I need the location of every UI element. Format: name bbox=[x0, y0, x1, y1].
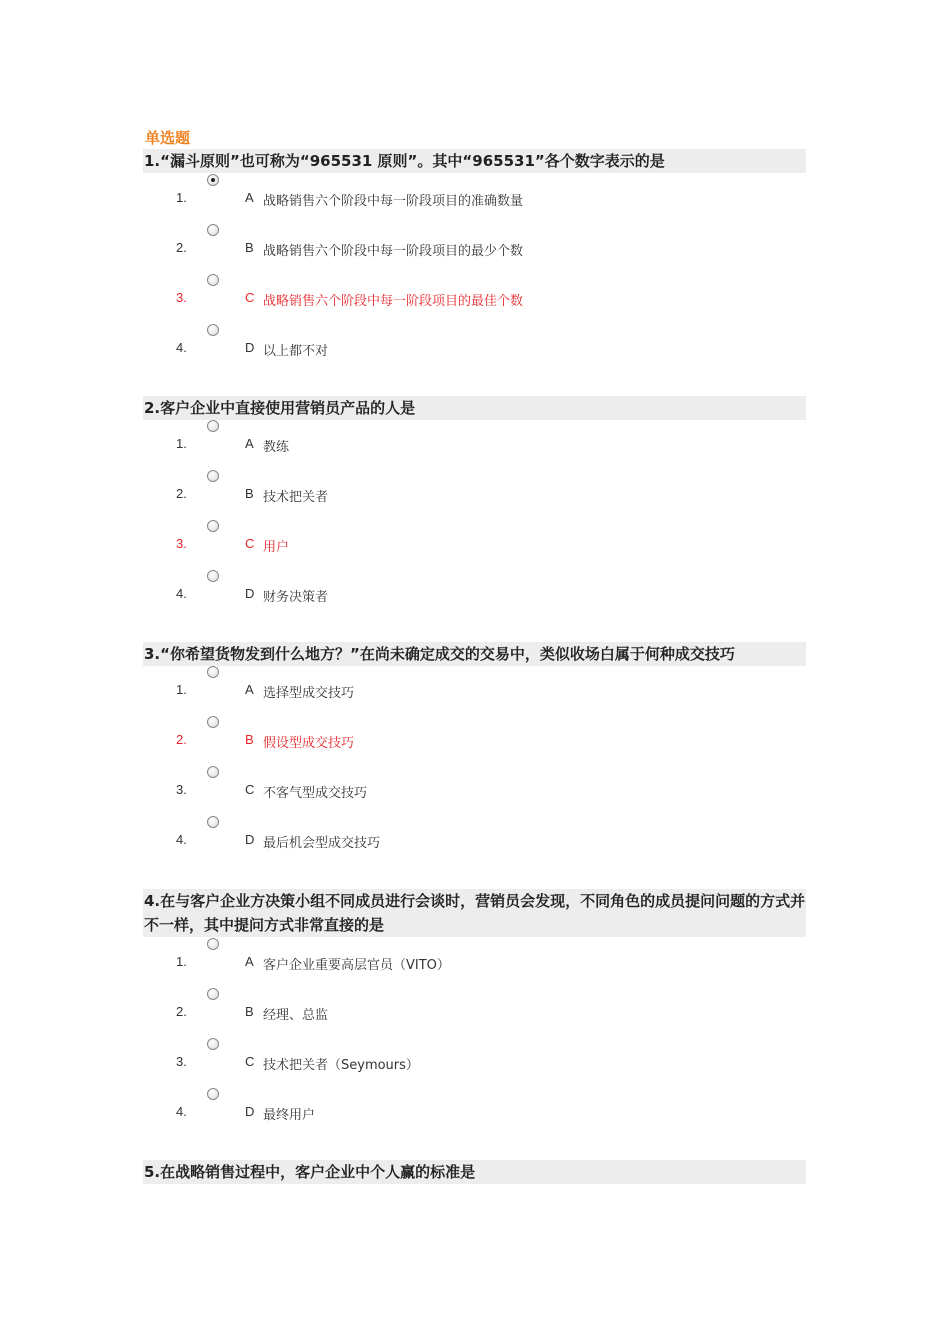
option-text: 经理、总监 bbox=[263, 1008, 329, 1023]
option-text: 不客气型成交技巧 bbox=[263, 786, 368, 801]
option-text: 技术把关者（Seymours） bbox=[263, 1058, 419, 1073]
option-row[interactable] bbox=[0, 586, 950, 616]
option-row[interactable] bbox=[0, 436, 950, 466]
option-text: 教练 bbox=[263, 440, 290, 455]
question-1: 1.“漏斗原则”也可称为“965531 原则”。其中“965531”各个数字表示的是 bbox=[143, 149, 806, 173]
option-row[interactable] bbox=[0, 782, 950, 812]
option-number: 2. bbox=[176, 240, 187, 255]
option-row[interactable] bbox=[0, 1104, 950, 1134]
option-row[interactable] bbox=[0, 190, 950, 220]
option-row[interactable] bbox=[0, 486, 950, 516]
option-text: 技术把关者 bbox=[263, 490, 329, 505]
option-letter: D bbox=[245, 586, 255, 601]
option-row[interactable] bbox=[0, 536, 950, 566]
option-letter: A bbox=[245, 682, 254, 697]
radio-icon[interactable] bbox=[207, 988, 219, 1000]
radio-icon[interactable] bbox=[207, 274, 219, 286]
option-text: 用户 bbox=[263, 540, 290, 555]
option-text: 假设型成交技巧 bbox=[263, 736, 355, 751]
option-row[interactable] bbox=[0, 682, 950, 712]
radio-icon[interactable] bbox=[207, 570, 219, 582]
section-title: 单选题 bbox=[145, 129, 191, 147]
question-2: 2.客户企业中直接使用营销员产品的人是 bbox=[143, 396, 806, 420]
option-letter: A bbox=[245, 954, 254, 969]
radio-icon[interactable] bbox=[207, 716, 219, 728]
option-text: 战略销售六个阶段中每一阶段项目的最佳个数 bbox=[263, 294, 524, 309]
option-text: 最终用户 bbox=[263, 1108, 316, 1123]
option-number: 3. bbox=[176, 782, 187, 797]
option-letter: C bbox=[245, 1054, 255, 1069]
option-row[interactable] bbox=[0, 1004, 950, 1034]
option-row[interactable] bbox=[0, 240, 950, 270]
option-letter: A bbox=[245, 190, 254, 205]
radio-icon[interactable] bbox=[207, 224, 219, 236]
option-letter: C bbox=[245, 782, 255, 797]
option-number: 4. bbox=[176, 340, 187, 355]
option-number: 3. bbox=[176, 1054, 187, 1069]
option-text: 战略销售六个阶段中每一阶段项目的准确数量 bbox=[263, 194, 524, 209]
radio-icon[interactable] bbox=[207, 938, 219, 950]
option-row[interactable] bbox=[0, 732, 950, 762]
radio-icon[interactable] bbox=[207, 520, 219, 532]
option-letter: C bbox=[245, 536, 255, 551]
option-letter: D bbox=[245, 340, 255, 355]
option-number: 1. bbox=[176, 682, 187, 697]
question-3: 3.“你希望货物发到什么地方？”在尚未确定成交的交易中，类似收场白属于何种成交技巧 bbox=[143, 642, 806, 666]
radio-icon[interactable] bbox=[207, 666, 219, 678]
radio-icon[interactable] bbox=[207, 324, 219, 336]
option-letter: B bbox=[245, 1004, 254, 1019]
option-row[interactable] bbox=[0, 1054, 950, 1084]
option-row[interactable] bbox=[0, 832, 950, 862]
question-4: 4.在与客户企业方决策小组不同成员进行会谈时，营销员会发现，不同角色的成员提问问题的方式并不一样，其中提问方式非常直接的是 bbox=[143, 889, 806, 937]
option-letter: B bbox=[245, 732, 254, 747]
option-text: 最后机会型成交技巧 bbox=[263, 836, 381, 851]
option-number: 2. bbox=[176, 1004, 187, 1019]
option-text: 选择型成交技巧 bbox=[263, 686, 355, 701]
option-text: 战略销售六个阶段中每一阶段项目的最少个数 bbox=[263, 244, 524, 259]
radio-icon[interactable] bbox=[207, 470, 219, 482]
option-row[interactable] bbox=[0, 290, 950, 320]
option-number: 1. bbox=[176, 954, 187, 969]
option-letter: D bbox=[245, 832, 255, 847]
radio-icon[interactable] bbox=[207, 816, 219, 828]
option-number: 1. bbox=[176, 190, 187, 205]
option-row[interactable] bbox=[0, 954, 950, 984]
question-5: 5.在战略销售过程中，客户企业中个人赢的标准是 bbox=[143, 1160, 806, 1184]
option-letter: B bbox=[245, 240, 254, 255]
radio-icon[interactable] bbox=[207, 1038, 219, 1050]
radio-icon[interactable] bbox=[207, 420, 219, 432]
option-number: 4. bbox=[176, 832, 187, 847]
radio-icon[interactable] bbox=[207, 1088, 219, 1100]
option-number: 1. bbox=[176, 436, 187, 451]
radio-checked-icon[interactable] bbox=[207, 174, 219, 186]
option-letter: D bbox=[245, 1104, 255, 1119]
option-row[interactable] bbox=[0, 340, 950, 370]
option-letter: C bbox=[245, 290, 255, 305]
option-letter: B bbox=[245, 486, 254, 501]
option-number: 3. bbox=[176, 536, 187, 551]
option-text: 以上都不对 bbox=[263, 344, 329, 359]
option-number: 4. bbox=[176, 586, 187, 601]
option-text: 财务决策者 bbox=[263, 590, 329, 605]
option-number: 4. bbox=[176, 1104, 187, 1119]
option-number: 2. bbox=[176, 486, 187, 501]
radio-icon[interactable] bbox=[207, 766, 219, 778]
option-number: 3. bbox=[176, 290, 187, 305]
option-text: 客户企业重要高层官员（VITO） bbox=[263, 958, 450, 973]
option-letter: A bbox=[245, 436, 254, 451]
option-number: 2. bbox=[176, 732, 187, 747]
